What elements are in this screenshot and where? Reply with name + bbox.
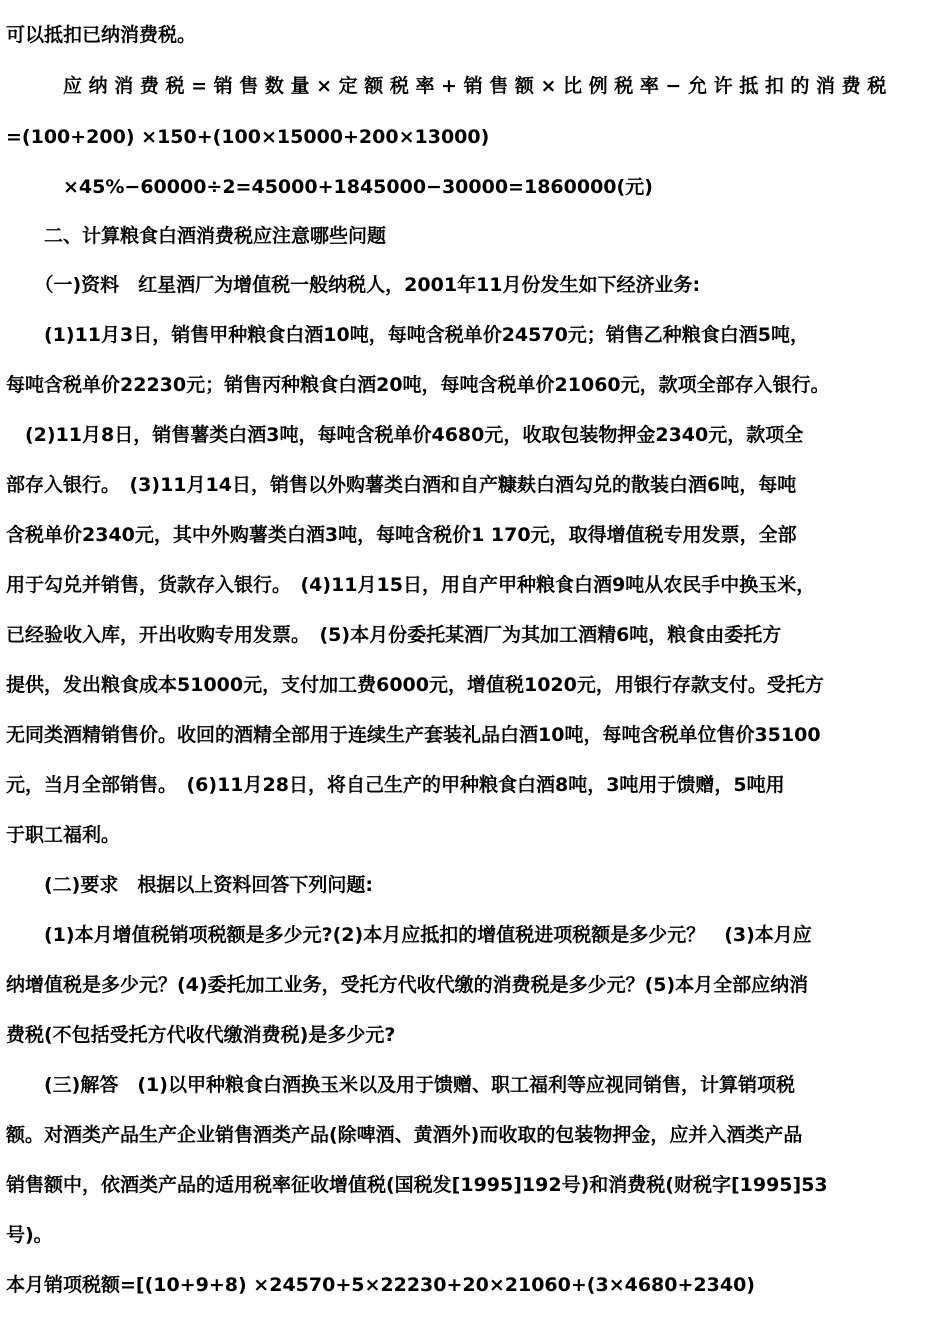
text-line: (三)解答 (1)以甲种粮食白酒换玉米以及用于馈赠、职工福利等应视同销售，计算销项税 <box>6 1074 795 1096</box>
text-line: 元，当月全部销售。 (6)11月28日，将自己生产的甲种粮食白酒8吨，3吨用于馈赠，5吨用 <box>6 774 785 796</box>
text-line: 可以抵扣已纳消费税。 <box>6 24 197 46</box>
text-line: 含税单价2340元，其中外购薯类白酒3吨，每吨含税价1 170元，取得增值税专用发票，全部 <box>6 524 797 546</box>
text-line: 部存入银行。 (3)11月14日，销售以外购薯类白酒和自产糠麸白酒勾兑的散装白酒6吨，每吨 <box>6 474 797 496</box>
text-line: 已经验收入库，开出收购专用发票。 (5)本月份委托某酒厂为其加工酒精6吨，粮食由委托方 <box>6 624 782 646</box>
text-line: =(100+200) ×150+(100×15000+200×13000) <box>6 126 490 148</box>
text-line: 号)。 <box>6 1224 53 1246</box>
text-line: ×45%−60000÷2=45000+1845000−30000=1860000(元) <box>6 176 653 198</box>
text-line: 用于勾兑并销售，货款存入银行。 (4)11月15日，用自产甲种粮食白酒9吨从农民手中换玉米， <box>6 574 816 596</box>
text-line: (2)11月8日，销售薯类白酒3吨，每吨含税单价4680元，收取包装物押金2340元，款项全 <box>6 424 804 446</box>
text-line: 纳增值税是多少元？(4)委托加工业务，受托方代收代缴的消费税是多少元？(5)本月全部应纳消 <box>6 974 809 996</box>
text-line: 本月销项税额=[(10+9+8) ×24570+5×22230+20×21060+(3×4680+2340) <box>6 1274 755 1296</box>
text-line: （一)资料 红星酒厂为增值税一般纳税人，2001年11月份发生如下经济业务: <box>6 274 701 296</box>
text-line: 于职工福利。 <box>6 824 121 846</box>
text-line: 提供，发出粮食成本51000元，支付加工费6000元，增值税1020元，用银行存款支付。受托方 <box>6 674 824 696</box>
text-line: 每吨含税单价22230元；销售丙种粮食白酒20吨，每吨含税单价21060元，款项全部存入银行。 <box>6 374 830 396</box>
text-line: (二)要求 根据以上资料回答下列问题: <box>6 874 373 896</box>
text-line: 无同类酒精销售价。收回的酒精全部用于连续生产套装礼品白酒10吨，每吨含税单位售价35100 <box>6 724 821 746</box>
text-line: 应 纳 消 费 税 = 销 售 数 量 × 定 额 税 率 + 销 售 额 × 比 例 税 率 − 允 许 抵 扣 的 消 费 税 <box>6 75 887 97</box>
text-line: (1)本月增值税销项税额是多少元?(2)本月应抵扣的增值税进项税额是多少元？ (3)本月应 <box>6 924 812 946</box>
text-line: 销售额中，依酒类产品的适用税率征收增值税(国税发[1995]192号)和消费税(财税字[1995]53 <box>6 1174 828 1196</box>
text-line: 费税(不包括受托方代收代缴消费税)是多少元? <box>6 1024 396 1046</box>
text-line: (1)11月3日，销售甲种粮食白酒10吨，每吨含税单价24570元；销售乙种粮食白酒5吨， <box>6 324 810 346</box>
text-line: 二、计算粮食白酒消费税应注意哪些问题 <box>6 225 387 247</box>
text-line: 额。对酒类产品生产企业销售酒类产品(除啤酒、黄酒外)而收取的包装物押金，应并入酒类产品 <box>6 1124 803 1146</box>
